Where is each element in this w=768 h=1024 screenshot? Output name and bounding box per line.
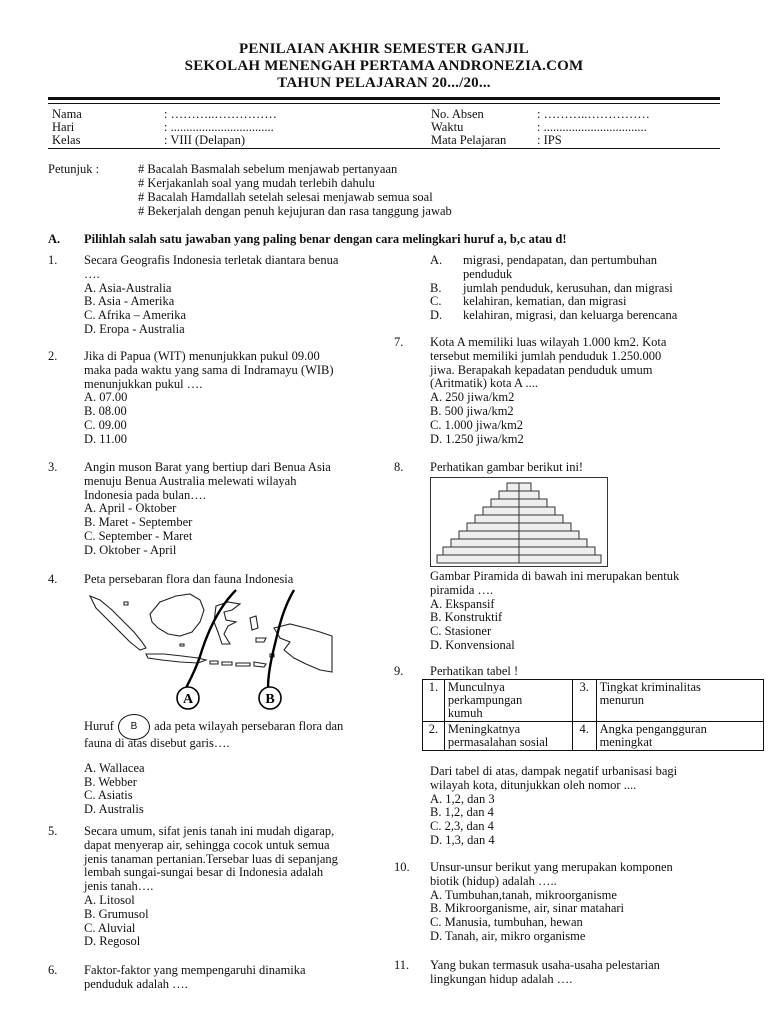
question-stem: Perhatikan tabel ! xyxy=(430,664,519,678)
waktu-field[interactable]: : ................................. xyxy=(537,120,647,134)
question-stem: Faktor-faktor yang mempengaruhi dinamika xyxy=(84,963,306,977)
pyramid-bar xyxy=(459,531,519,539)
question-stem: Peta persebaran flora dan fauna Indonesia xyxy=(84,572,294,586)
option-a[interactable]: A. 1,2, dan 3 xyxy=(430,791,495,806)
option-text: kelahiran, kematian, dan migrasi xyxy=(463,294,627,309)
circled-letter: B xyxy=(118,714,150,740)
question-stem: Indonesia pada bulan…. xyxy=(84,487,206,502)
option-b[interactable]: B. Konstruktif xyxy=(430,610,503,625)
option-c[interactable]: C. Stasioner xyxy=(430,624,492,639)
absen-field[interactable]: : ………..…………… xyxy=(537,107,650,121)
cell-text: Munculnya xyxy=(447,680,505,694)
pyramid-bar xyxy=(519,523,571,531)
option-letter: A. xyxy=(430,253,443,267)
question-stem: menunjukkan pukul …. xyxy=(84,376,203,391)
section-instruction: Pilihlah salah satu jawaban yang paling benar dengan cara melingkari huruf a, b,c atau d! xyxy=(84,232,567,246)
maluku-islands xyxy=(250,616,266,642)
papua-island xyxy=(274,624,332,672)
table-cell xyxy=(596,680,763,722)
table-cell xyxy=(444,680,572,722)
urbanization-table xyxy=(422,679,764,751)
option-a[interactable]: A. 07.00 xyxy=(84,390,128,405)
pyramid-bar xyxy=(499,491,519,499)
option-b[interactable]: B. Mikroorganisme, air, sinar matahari xyxy=(430,901,625,916)
kelas-value: : VIII (Delapan) xyxy=(164,133,245,147)
option-d[interactable]: D. Australis xyxy=(84,802,144,817)
line-a xyxy=(186,590,236,688)
exam-title: PENILAIAN AKHIR SEMESTER GANJIL xyxy=(238,41,529,57)
question-stem: Kota A memiliki luas wilayah 1.000 km2. Kota xyxy=(430,335,667,349)
pyramid-bar xyxy=(519,531,579,539)
option-letter: C. xyxy=(430,294,442,309)
option-d[interactable]: D. Oktober - April xyxy=(84,542,177,557)
option-letter: B. xyxy=(430,280,442,295)
cell-text: perkampungan xyxy=(447,693,523,707)
question-number: 4. xyxy=(48,572,58,586)
question-stem: lingkungan hidup adalah …. xyxy=(430,971,573,986)
cell-text: Tingkat kriminalitas xyxy=(599,680,701,694)
hari-field[interactable]: : ................................. xyxy=(164,120,274,134)
pyramid-bar xyxy=(519,547,595,555)
option-c[interactable]: C. Afrika – Amerika xyxy=(84,308,187,323)
flora-fauna-map xyxy=(84,588,336,712)
option-letter: D. xyxy=(430,308,443,323)
huruf-word: Huruf xyxy=(84,718,114,733)
option-c[interactable] xyxy=(430,295,750,309)
option-b[interactable] xyxy=(430,282,750,296)
pyramid-bar xyxy=(519,555,601,563)
option-d[interactable]: D. 1,3, dan 4 xyxy=(430,832,495,847)
option-d[interactable]: D. Konvensional xyxy=(430,637,515,652)
pyramid-bar xyxy=(475,515,519,523)
cell-text: menurun xyxy=(599,693,645,707)
table-row xyxy=(423,680,764,722)
cell-text: Angka pengangguran xyxy=(599,722,707,736)
pyramid-bar xyxy=(483,507,519,515)
question-4-options xyxy=(84,737,394,817)
option-a[interactable]: A. Ekspansif xyxy=(430,596,495,611)
option-text: migrasi, pendapatan, dan pertumbuhan xyxy=(463,253,658,267)
absen-label: No. Absen xyxy=(431,107,484,121)
option-c[interactable]: C. Aluvial xyxy=(84,920,136,935)
option-a[interactable]: A. 250 jiwa/km2 xyxy=(430,390,515,405)
option-d[interactable]: D. Eropa - Australia xyxy=(84,321,185,336)
question-stem: Angin muson Barat yang bertiup dari Benua Asia xyxy=(84,460,331,474)
pyramid-bar xyxy=(467,523,519,531)
question-stem: biotik (hidup) adalah ….. xyxy=(430,873,557,888)
school-name: SEKOLAH MENENGAH PERTAMA ANDRONEZIA.COM xyxy=(184,58,584,74)
option-d[interactable]: D. 1.250 jiwa/km2 xyxy=(430,431,524,446)
population-pyramid xyxy=(430,477,608,567)
pyramid-bar xyxy=(443,547,519,555)
option-d[interactable]: D. 11.00 xyxy=(84,431,127,446)
hari-label: Hari xyxy=(52,120,75,134)
question-stem: jenis tanah…. xyxy=(84,879,154,894)
question-number: 8. xyxy=(394,460,404,474)
question-number: 5. xyxy=(48,824,58,838)
question-number: 10. xyxy=(394,860,410,874)
pyramid-bar xyxy=(519,507,555,515)
petunjuk-item: # Bacalah Basmalah sebelum menjawab pertanyaan xyxy=(138,162,398,176)
question-stem: dapat menyerap air, sehingga cocok untuk semua xyxy=(84,837,330,852)
option-b[interactable]: B. 500 jiwa/km2 xyxy=(430,403,514,418)
petunjuk-label: Petunjuk : xyxy=(48,162,100,176)
option-c[interactable]: C. September - Maret xyxy=(84,528,193,543)
option-text: jumlah penduduk, kerusuhan, dan migrasi xyxy=(463,280,673,295)
nama-field[interactable]: : ………..…………… xyxy=(164,107,277,121)
question-stem: Jika di Papua (WIT) menunjukkan pukul 09.00 xyxy=(84,349,320,363)
pyramid-bar xyxy=(507,483,519,491)
table-cell xyxy=(444,722,572,751)
question-stem: penduduk adalah …. xyxy=(84,976,188,991)
line-b xyxy=(268,590,294,688)
label-b-text: B xyxy=(265,692,275,707)
question-stem: jiwa. Berapakah kepadatan penduduk umum xyxy=(430,362,653,377)
question-stem: fauna di atas disebut garis…. xyxy=(84,736,230,750)
table-cell-num: 1. xyxy=(423,680,445,722)
option-c[interactable]: C. 09.00 xyxy=(84,417,127,432)
info-bottom-rule xyxy=(48,148,720,149)
question-stem: piramida …. xyxy=(430,582,494,597)
table-cell-num: 2. xyxy=(423,722,445,751)
pyramid-bar xyxy=(491,499,519,507)
question-8-text xyxy=(430,570,750,653)
option-d[interactable]: D. Regosol xyxy=(84,934,141,949)
question-number: 2. xyxy=(48,349,58,363)
question-stem: menuju Benua Australia melewati wilayah xyxy=(84,473,297,488)
waktu-label: Waktu xyxy=(431,120,464,134)
question-stem: wilayah kota, ditunjukkan oleh nomor .... xyxy=(430,777,637,792)
pyramid-bar xyxy=(519,499,547,507)
pyramid-bar xyxy=(519,491,539,499)
option-c[interactable]: C. 2,3, dan 4 xyxy=(430,819,494,834)
pyramid-bar xyxy=(519,515,563,523)
question-number: 3. xyxy=(48,460,58,474)
mapel-value: : IPS xyxy=(537,133,562,147)
mapel-label: Mata Pelajaran xyxy=(431,133,507,147)
section-letter: A. xyxy=(48,232,61,246)
cell-text: kumuh xyxy=(447,706,483,720)
kelas-label: Kelas xyxy=(52,133,81,147)
table-cell xyxy=(596,722,763,751)
option-b[interactable]: B. 1,2, dan 4 xyxy=(430,805,494,820)
option-b[interactable]: B. Grumusol xyxy=(84,906,149,921)
sulawesi-island xyxy=(214,602,240,644)
petunjuk-item: # Bacalah Hamdallah setelah selesai menjawab semua soal xyxy=(138,190,433,204)
option-d[interactable]: D. Tanah, air, mikro organisme xyxy=(430,928,586,943)
table-row xyxy=(423,722,764,751)
option-b[interactable]: B. 08.00 xyxy=(84,404,127,419)
question-stem: …. xyxy=(84,266,100,281)
cell-text: Meningkatnya xyxy=(447,722,521,736)
question-stem: Perhatikan gambar berikut ini! xyxy=(430,460,584,474)
sumatra-island xyxy=(90,596,146,650)
header-thick-rule xyxy=(48,97,720,100)
question-6-options xyxy=(430,254,750,323)
question-9-text xyxy=(430,765,750,848)
question-stem: Dari tabel di atas, dampak negatif urbanisasi bagi xyxy=(430,764,678,778)
question-stem: Yang bukan termasuk usaha-usaha pelestarian xyxy=(430,958,660,972)
kalimantan-island xyxy=(150,594,204,636)
table-cell-num: 4. xyxy=(572,722,596,751)
option-b[interactable]: B. Maret - September xyxy=(84,515,193,530)
question-stem: maka pada waktu yang sama di Indramayu (WIB) xyxy=(84,362,334,377)
table-cell-num: 3. xyxy=(572,680,596,722)
cell-text: meningkat xyxy=(599,735,653,749)
option-a[interactable]: A. Litosol xyxy=(84,892,135,907)
option-c[interactable]: C. Asiatis xyxy=(84,788,133,803)
option-text: kelahiran, migrasi, dan keluarga berencana xyxy=(463,308,678,323)
option-d[interactable] xyxy=(430,309,750,323)
petunjuk-item: # Bekerjalah dengan penuh kejujuran dan rasa tanggung jawab xyxy=(138,204,452,218)
option-b[interactable]: B. Webber xyxy=(84,774,137,789)
question-number: 9. xyxy=(394,664,404,678)
label-a-text: A xyxy=(182,692,194,707)
option-a[interactable]: A. Tumbuhan,tanah, mikroorganisme xyxy=(430,887,617,902)
petunjuk-item: # Kerjakanlah soal yang mudah terlebih dahulu xyxy=(138,176,375,190)
option-text: penduduk xyxy=(463,266,513,281)
question-stem: jenis tanaman pertanian.Tersebar luas di sepanjang xyxy=(84,851,338,866)
question-stem: Secara Geografis Indonesia terletak diantara benua xyxy=(84,253,339,267)
option-b[interactable]: B. Asia - Amerika xyxy=(84,294,175,309)
option-a[interactable]: A. April - Oktober xyxy=(84,501,177,516)
pyramid-bar xyxy=(519,483,531,491)
question-stem: Gambar Piramida di bawah ini merupakan bentuk xyxy=(430,569,680,583)
option-a[interactable] xyxy=(430,254,750,282)
nama-label: Nama xyxy=(52,107,82,121)
school-year: TAHUN PELAJARAN 20.../20... xyxy=(277,75,491,91)
option-a[interactable]: A. Wallacea xyxy=(84,760,145,775)
pyramid-bar xyxy=(437,555,519,563)
question-stem: Unsur-unsur berikut yang merupakan komponen xyxy=(430,860,673,874)
option-c[interactable]: C. 1.000 jiwa/km2 xyxy=(430,417,524,432)
question-stem: lembah sungai-sungai besar di Indonesia adalah xyxy=(84,865,324,880)
question-stem: tersebut memiliki jumlah penduduk 1.250.000 xyxy=(430,348,662,363)
pyramid-bar xyxy=(451,539,519,547)
pyramid-bar xyxy=(519,539,587,547)
cell-text: permasalahan sosial xyxy=(447,735,549,749)
question-number: 1. xyxy=(48,253,58,267)
option-a[interactable]: A. Asia-Australia xyxy=(84,280,172,295)
question-stem: ada peta wilayah persebaran flora dan xyxy=(154,718,344,733)
option-c[interactable]: C. Manusia, tumbuhan, hewan xyxy=(430,915,583,930)
question-number: 11. xyxy=(394,958,410,972)
question-number: 7. xyxy=(394,335,404,349)
question-number: 6. xyxy=(48,963,58,977)
header-thin-rule xyxy=(48,103,720,104)
question-stem: Secara umum, sifat jenis tanah ini mudah digarap, xyxy=(84,824,335,838)
petunjuk-list xyxy=(138,162,452,218)
nusa-tenggara-islands xyxy=(210,661,266,667)
question-stem: (Aritmatik) kota A .... xyxy=(430,376,538,391)
